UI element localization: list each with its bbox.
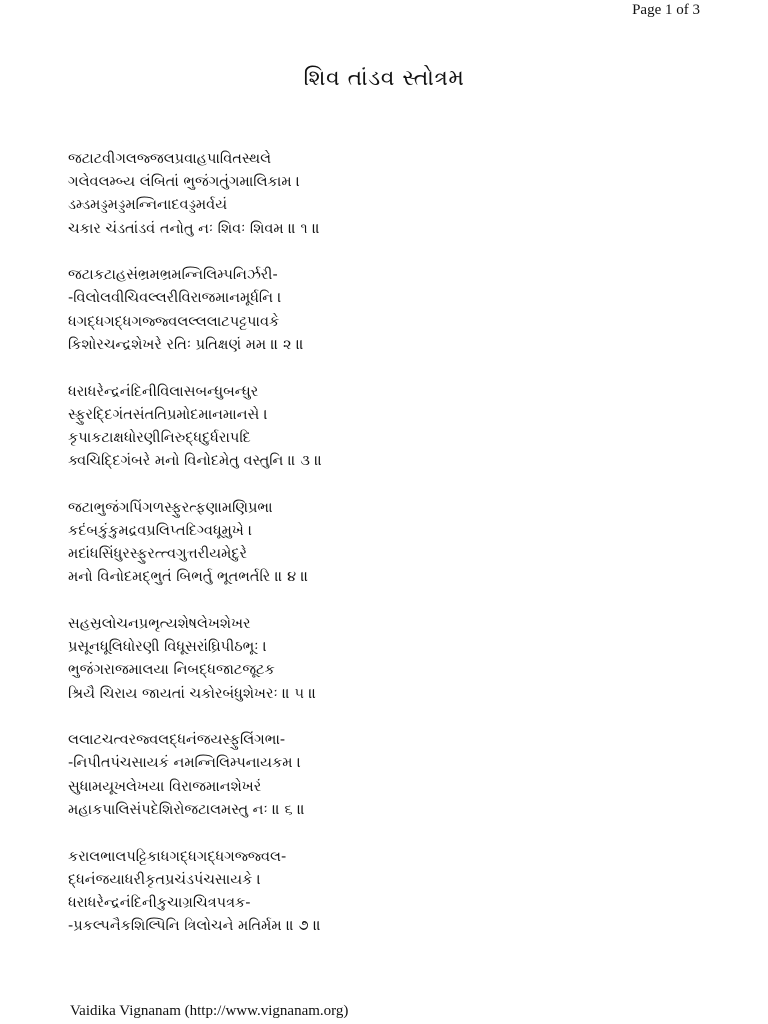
- verse-line: કિશોરચન્દ્રશેખરે રતિઃ પ્રતિક્ષણં મમ ॥ ૨ ॥: [68, 336, 304, 353]
- verse-line: મદાંધસિંધુરસ્ફુરત્ત્વગુત્તરીયમેદુરે: [68, 546, 248, 563]
- verse-line: ચકાર ચંડતાંડવં તનોતુ નઃ શિવઃ શિવમ ॥ ૧ ॥: [68, 220, 320, 237]
- page-number: Page 1 of 3: [632, 2, 700, 18]
- verse-line: પ્રસૂનધૂલિધોરણી વિધૂસરાંઘ્રિપીઠભૂઃ ।: [68, 639, 267, 656]
- verse-line: શ્રિયૈ ચિરાય જાયતાં ચકોરબંધુશેખરઃ ॥ ૫ ॥: [68, 685, 317, 702]
- verse-line: ડમ્ડમડ્ડમડ્ડમન્નિનાદવડ્ડમર્વયં: [68, 197, 228, 214]
- verse-line: કદંબકુંકુમદ્રવપ્રલિપ્તદિગ્વધૂમુખે ।: [68, 522, 253, 539]
- verse-line: મનો વિનોદમદ્ભુતં બિભર્તુ ભૂતભર્તરિ ॥ ૪ ॥: [68, 569, 309, 586]
- verses-container: [68, 148, 708, 962]
- verse-line: -નિપીતપંચસાયકં નમન્નિલિમ્પનાયકમ ।: [68, 755, 301, 772]
- verse-line: સ્ફુરદ્દિગંતસંતતિપ્રમોદમાનમાનસે ।: [68, 406, 268, 423]
- verse-line: -પ્રકલ્પનૈકશિલ્પિનિ ત્રિલોચને મતિર્મમ ॥ ૭ ॥: [68, 918, 321, 935]
- verse-1: [68, 148, 708, 241]
- verse-line: ક્વચિદ્દિગંબરે મનો વિનોદમેતુ વસ્તુનિ ॥ ૩ ॥: [68, 453, 323, 470]
- verse-line: ધગદ્ધગદ્ધગજ્જ્વલલ્લલાટપટ્ટપાવકે: [68, 313, 280, 330]
- footer-source: Vaidika Vignanam (http://www.vignanam.org): [70, 1003, 349, 1019]
- verse-line: સહસ્રલોચનપ્રભૃત્યશેષલેખશેખર: [68, 616, 251, 632]
- verse-5: [68, 613, 708, 706]
- page-title: શિવ તાંડવ સ્તોત્રમ: [303, 66, 465, 91]
- verse-line: સુધામયૂખલેખયા વિરાજમાનશેખરં: [68, 778, 262, 795]
- verse-2: [68, 264, 708, 357]
- verse-line: દ્ધનંજયાધરીકૃતપ્રચંડપંચસાયકે ।: [68, 871, 261, 888]
- verse-4: [68, 497, 708, 590]
- verse-line: જટાકટાહસંભ્રમભ્રમન્નિલિમ્પનિર્ઝરી-: [68, 267, 278, 284]
- verse-line: કૃપાકટાક્ષધોરણીનિરુદ્ધદુર્ધરાપદિ: [68, 429, 251, 446]
- verse-line: ગલેવલમ્બ્ય લંબિતાં ભુજંગતુંગમાલિકામ ।: [68, 174, 301, 191]
- verse-line: લલાટચત્વરજ્વલદ્ધનંજયસ્ફુલિંગભા-: [68, 732, 286, 749]
- verse-line: ભુજંગરાજમાલયા નિબદ્ધજાટજૂટક: [68, 662, 275, 679]
- verse-line: ધરાધરેન્દ્રનંદિનીવિલાસબન્ધુબન્ધુર: [68, 383, 259, 400]
- verse-line: જટાટવીગલજ્જલપ્રવાહપાવિતસ્થલે: [68, 151, 272, 167]
- verse-line: ધરાધરેન્દ્રનંદિનીકુચાગ્રચિત્રપત્રક-: [68, 894, 251, 911]
- verse-line: જટાભુજંગપિંગળસ્ફુરત્ફણામણિપ્રભા: [68, 499, 273, 516]
- verse-7: [68, 846, 708, 939]
- verse-line: -વિલોલવીચિવલ્લરીવિરાજમાનમૂર્ધનિ ।: [68, 290, 282, 307]
- verse-line: કરાલભાલપટ્ટિકાધગદ્ધગદ્ધગજ્જ્વલ-: [68, 848, 287, 865]
- verse-6: [68, 729, 708, 822]
- verse-3: [68, 381, 708, 474]
- verse-line: મહાકપાલિસંપદેશિરોજટાલમસ્તુ નઃ ॥ ૬ ॥: [68, 801, 305, 818]
